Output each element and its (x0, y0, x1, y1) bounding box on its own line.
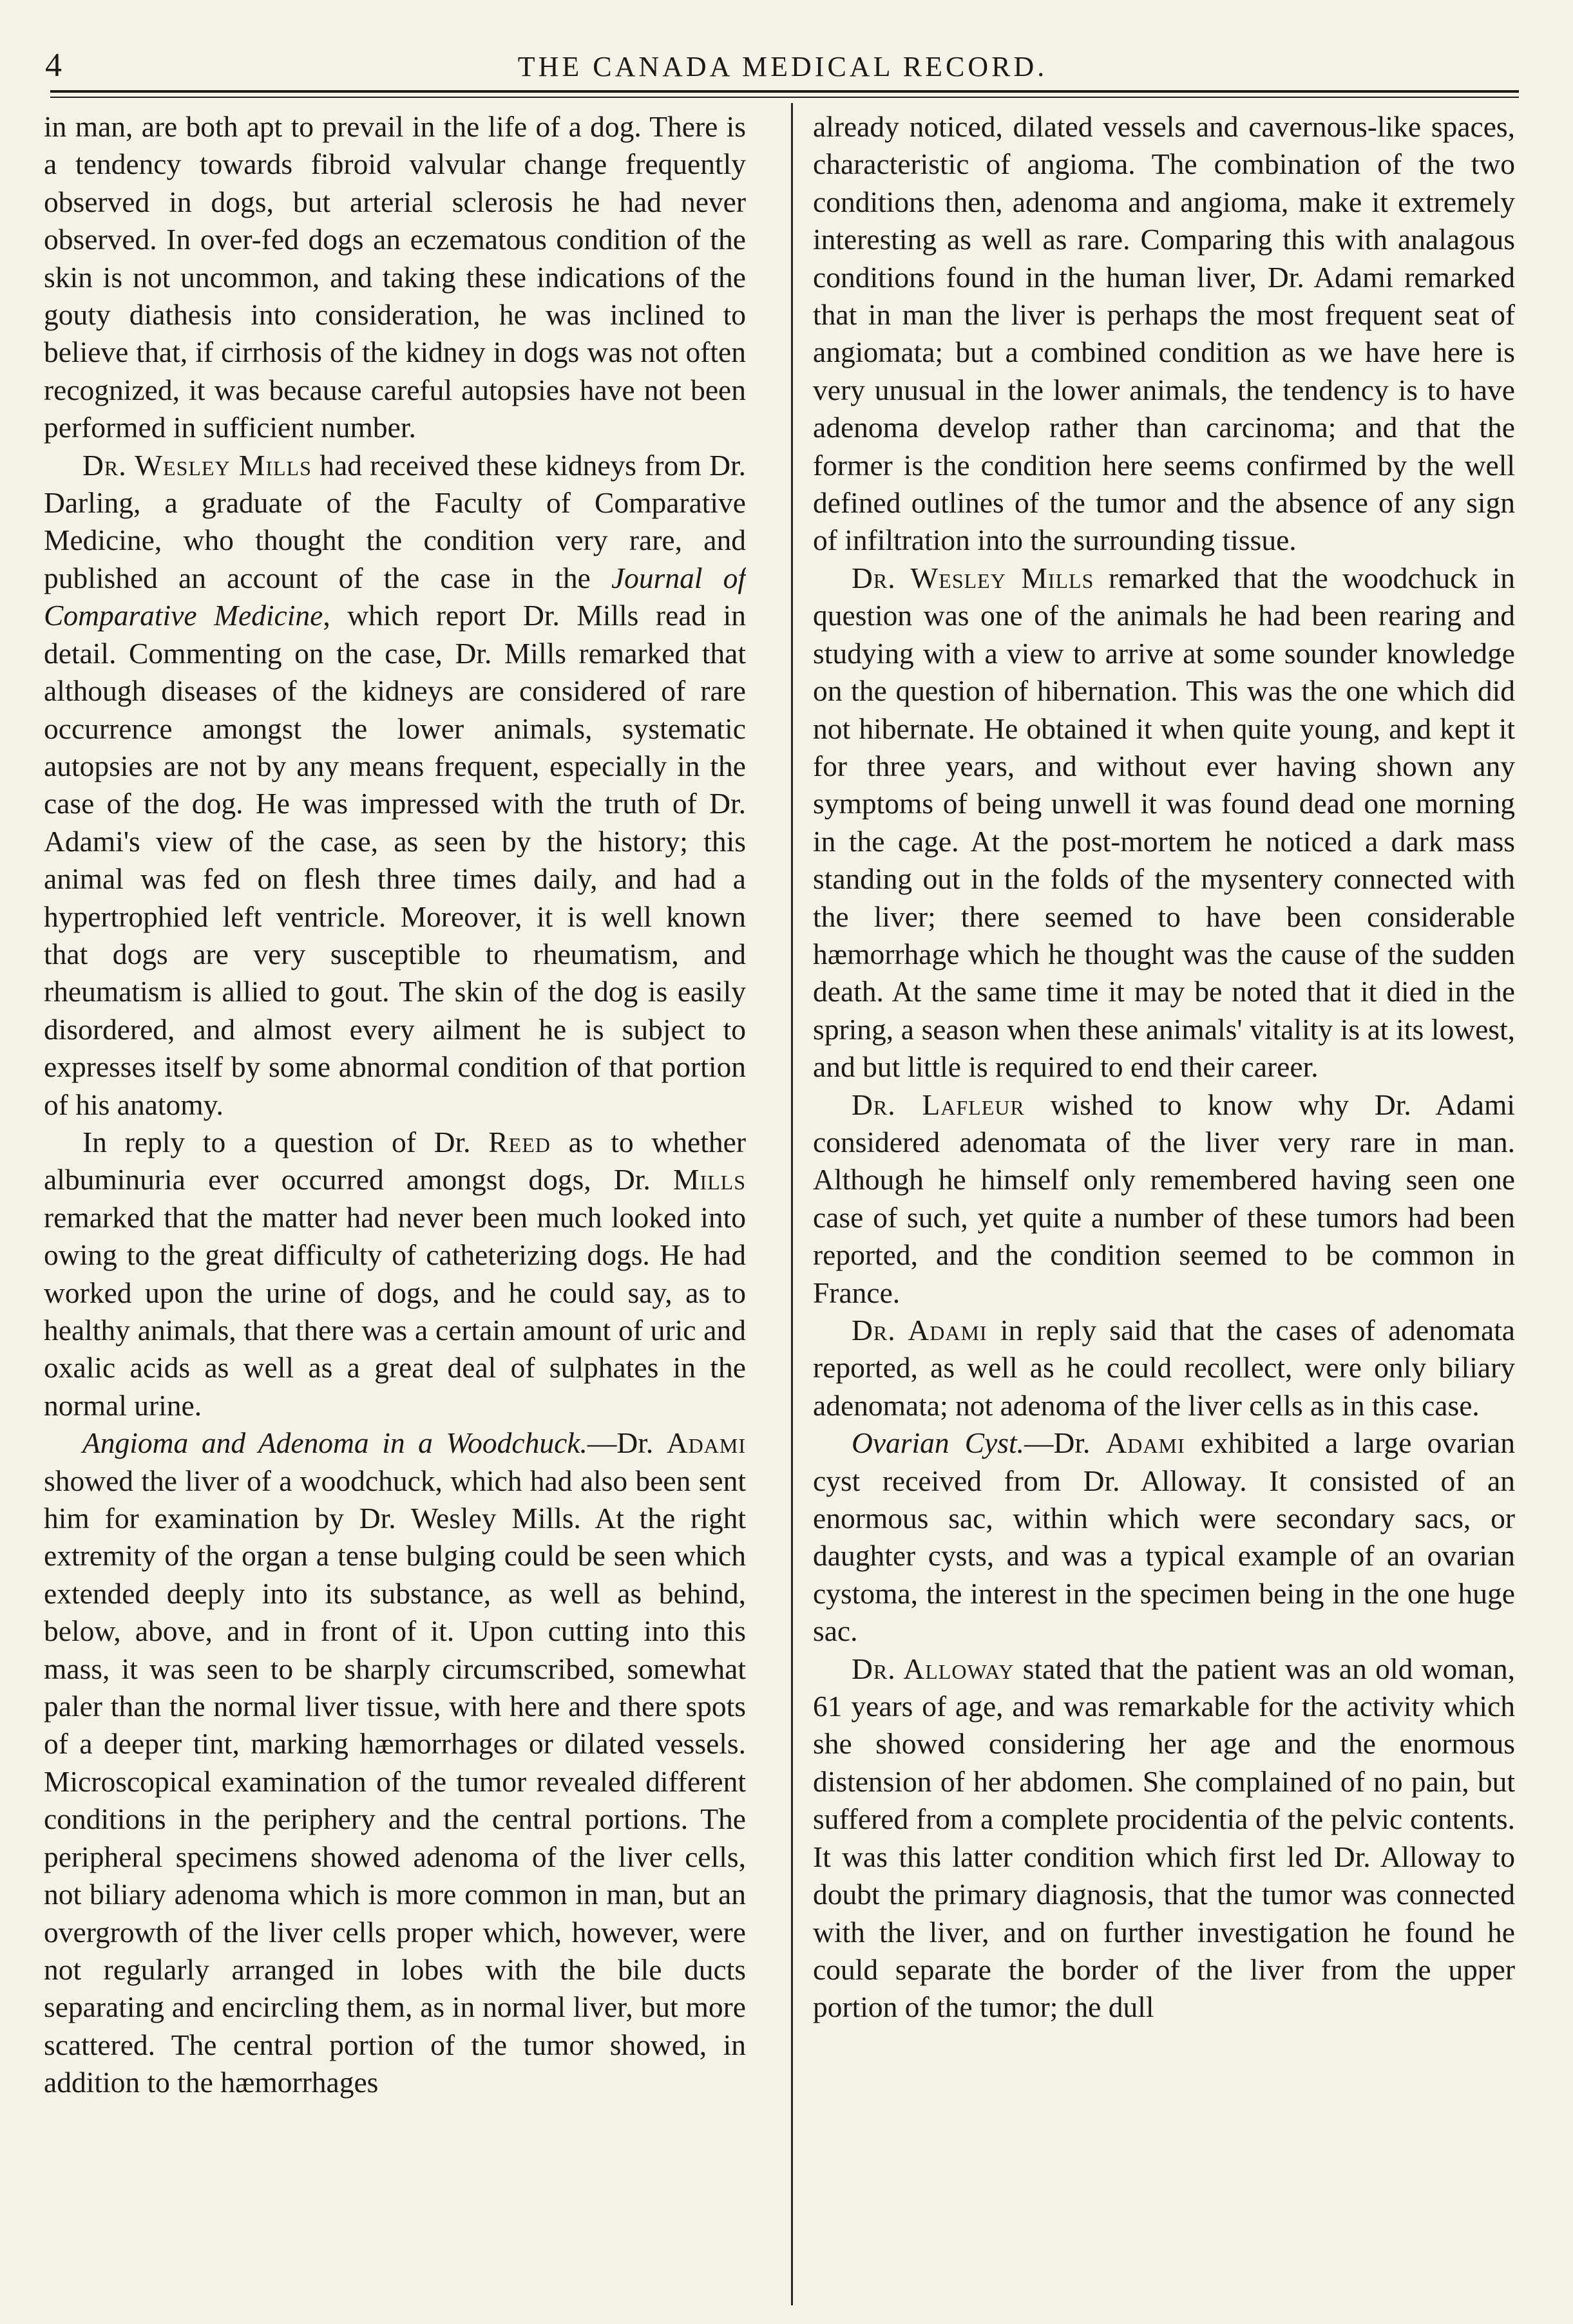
speaker-name: Dr. Adami (852, 1314, 987, 1346)
left-column (44, 108, 746, 2310)
paragraph: Dr. Lafleur wished to know why Dr. Adami considered adenomata of the liver very rare in man. Although he himself only remembered having seen one case of such, yet quite a number of these tumors had been reported, and the condition seemed to be common in France. (813, 1088, 1515, 1309)
paragraph: Dr. Wesley Mills had received these kidneys from Dr. Darling, a graduate of the Faculty of Comparative Medicine, who thought the condition very rare, and published an account of the case in the Journal of Comparative Medicine, which report Dr. Mills read in detail. Commenting on the case, Dr. Mills remarked that although diseases of the kidneys are considered of rare occurrence amongst the lower animals, systematic autopsies are not by any means frequent, especially in the case of the dog. He was impressed with the truth of Dr. Adami's view of the case, as seen by the history; this animal was fed on flesh three times daily, and had a hypertrophied left ventricle. Moreover, it is well known that dogs are very susceptible to rheumatism, and rheumatism is allied to gout. The skin of the dog is easily disordered, and almost every ailment he is subject to expresses itself by some abnormal condition of that portion of his anatomy. (44, 448, 746, 1121)
paragraph: Dr. Alloway stated that the patient was an old woman, 61 years of age, and was remarkable for the activity which she showed considering her age and the enormous distension of her abdomen. She complained of no pain, but suffered from a complete procidentia of the pelvic contents. It was this latter condition which first led Dr. Alloway to doubt the primary diagnosis, that the tumor was connected with the liver, and on further investigation he found he could separate the border of the liver from the upper portion of the tumor; the dull (813, 1652, 1515, 2024)
paragraph: already noticed, dilated vessels and cavernous-like spaces, characteristic of angioma. The combination of the two conditions then, adenoma and angioma, make it extremely interesting as well as rare. Comparing this with analagous conditions found in the human liver, Dr. Adami remarked that in man the liver is perhaps the most frequent seat of angiomata; but a combined condition as we have here is very unusual in the lower animals, the tendency is to have adenoma develop rather than carcinoma; and that the former is the condition here seems confirmed by the well defined outlines of the tumor and the absence of any sign of infiltration into the surrounding tissue. (813, 110, 1515, 557)
speaker-name: Adami (666, 1426, 746, 1460)
journal-title: Journal of Comparative Medicine (44, 561, 746, 632)
paragraph: Ovarian Cyst.—Dr. Adami exhibited a large ovarian cyst received from Dr. Alloway. It consisted of an enormous sac, within which were secondary sacs, or daughter cysts, and was a typical example of an ovarian cystoma, the interest in the specimen being in the one huge sac. (813, 1426, 1515, 1648)
paragraph: In reply to a question of Dr. Reed as to whether albuminuria ever occurred amongst dogs, Dr. Mills remarked that the matter had never been much looked into owing to the great difficulty of catheterizing dogs. He had worked upon the urine of dogs, and he could say, as to healthy animals, that there was a certain amount of uric and oxalic acids as well as a great deal of sulphates in the normal urine. (44, 1125, 746, 1422)
section-heading: Ovarian Cyst. (852, 1426, 1024, 1460)
right-column (813, 108, 1515, 2310)
speaker-name: Dr. Wesley Mills (852, 561, 1094, 594)
paragraph: Angioma and Adenoma in a Woodchuck.—Dr. Adami showed the liver of a woodchuck, which had also been sent him for examination by Dr. Wesley Mills. At the right extremity of the organ a tense bulging could be seen which extended deeply into its substance, as well as behind, below, above, and in front of it. Upon cutting into this mass, it was seen to be sharply circumscribed, somewhat paler than the normal liver tissue, with here and there spots of a deeper tint, marking hæmorrhages or dilated vessels. Microscopical examination of the tumor revealed different conditions in the periphery and the central portions. The peripheral specimens showed adenoma of the liver cells, not biliary adenoma which is more common in man, but an overgrowth of the liver cells proper which, however, were not regularly arranged in lobes with the bile ducts separating and encircling them, as in normal liver, but more scattered. The central portion of the tumor showed, in addition to the hæmorrhages (44, 1426, 746, 2099)
header-rule-thin (50, 97, 1519, 98)
speaker-name: Dr. Alloway (852, 1652, 1015, 1685)
speaker-name: Dr. Lafleur (852, 1088, 1025, 1121)
paragraph: in man, are both apt to prevail in the life of a dog. There is a tendency towards fibroid valvular change frequently observed in dogs, but arterial sclerosis he had never observed. In over-fed dogs an eczematous condition of the skin is not uncommon, and taking these indications of the gouty diathesis into consideration, he was inclined to believe that, if cirrhosis of the kidney in dogs was not often recognized, it was because careful autopsies have not been performed in sufficient number. (44, 110, 746, 444)
paragraph: Dr. Wesley Mills remarked that the woodchuck in question was one of the animals he had been rearing and studying with a view to arrive at some sounder knowledge on the question of hibernation. This was the one which did not hibernate. He obtained it when quite young, and kept it for three years, and without ever having shown any symptoms of being unwell it was found dead one morning in the cage. At the post-mortem he noticed a dark mass standing out in the folds of the mysentery connected with the liver; there seemed to have been considerable hæmorrhage which he thought was the cause of the sudden death. At the same time it may be noted that it died in the spring, a season when these animals' vitality is at its lowest, and but little is required to end their career. (813, 561, 1515, 1084)
page-header (45, 33, 1520, 91)
speaker-name: Dr. Wesley Mills (82, 448, 312, 482)
speaker-name: Reed (488, 1125, 551, 1158)
paragraph: Dr. Adami in reply said that the cases of adenomata reported, as well as he could recollect, were only biliary adenomata; not adenoma of the liver cells as in this case. (813, 1314, 1515, 1422)
speaker-name: Adami (1105, 1426, 1185, 1460)
column-divider (791, 103, 793, 2305)
header-rule-thick (50, 90, 1519, 93)
running-title: THE CANADA MEDICAL RECORD. (517, 51, 1048, 82)
page-number: 4 (45, 47, 62, 84)
section-heading: Angioma and Adenoma in a Woodchuck. (82, 1426, 587, 1460)
speaker-name: Mills (672, 1163, 746, 1196)
